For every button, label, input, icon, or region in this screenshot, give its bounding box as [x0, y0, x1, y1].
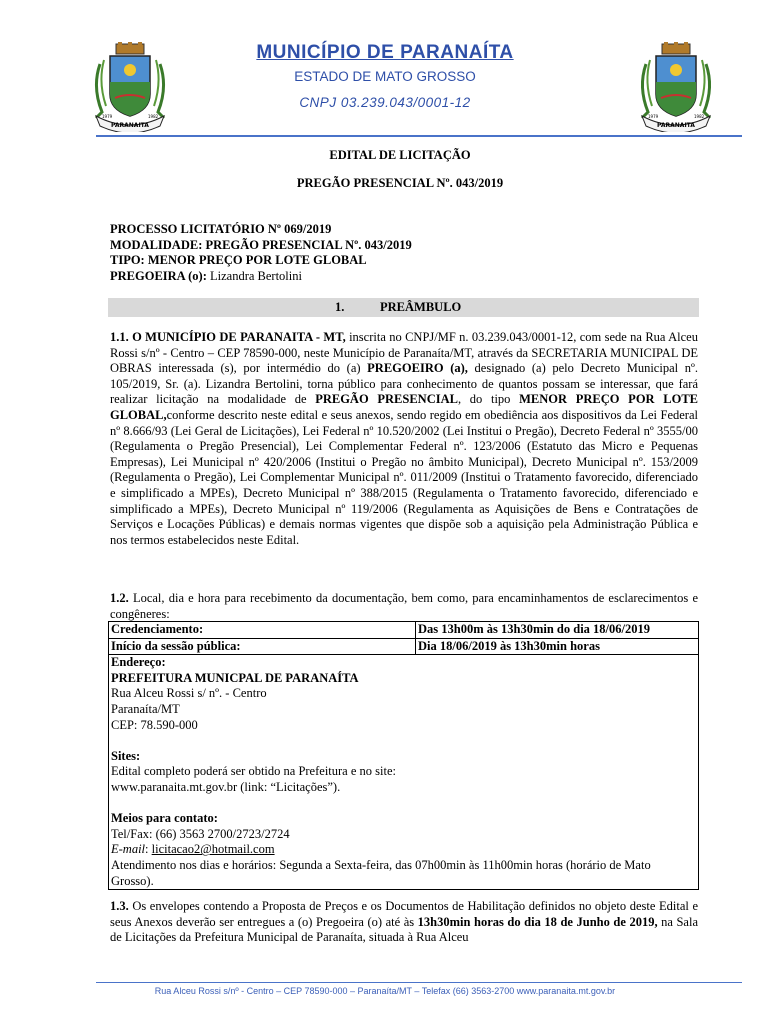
sites-label: Sites: [111, 748, 141, 763]
section-title: PREÂMBULO [380, 300, 462, 314]
crest-ribbon-text: PARANAITA [657, 122, 695, 129]
tipo-line: TIPO: MENOR PREÇO POR LOTE GLOBAL [110, 253, 367, 267]
address-cep: CEP: 78.590-000 [111, 717, 198, 732]
paragraph-1-1 [110, 330, 698, 548]
table-cell: Das 13h00m às 13h30min do dia 18/06/2019 [416, 622, 699, 639]
paragraph-text: Local, dia e hora para recebimento da documentação, bem como, para encaminhamentos de esclarecimentos e congêneres: [110, 591, 698, 621]
sites-line: Edital completo poderá ser obtido na Prefeitura e no site: [111, 764, 396, 779]
address-street: Rua Alceu Rossi s/ nº. - Centro [111, 686, 267, 701]
table-row [109, 655, 699, 890]
section-number: 1. [335, 300, 345, 314]
processo-line: PROCESSO LICITATÓRIO Nº 069/2019 [110, 222, 332, 236]
paragraph-bold: PREGOEIRO (a), [367, 361, 468, 376]
footer-divider [96, 982, 742, 983]
email-label: E-mail [111, 842, 146, 857]
paragraph-text: , do tipo [457, 392, 520, 407]
paragraph-bold: 13h30min horas do dia 18 de Junho de 2019, [417, 914, 658, 929]
paragraph-text: Os envelopes contendo a Proposta de Preços e os Documentos de Habilitação definidos no objeto deste Edital e seus Anexos deverão ser entregues a (o) Pregoeira (o) até às [110, 899, 698, 929]
edital-title: EDITAL DE LICITAÇÃO [329, 148, 471, 162]
header-divider [96, 135, 742, 137]
pregao-title: PREGÃO PRESENCIAL Nº. 043/2019 [296, 176, 504, 190]
table-cell: Credenciamento: [109, 622, 416, 639]
paragraph-bold: MENOR PREÇO POR LOTE GLOBAL, [110, 392, 698, 422]
paragraph-text: inscrita no CNPJ/MF n. 03.239.043/0001-12, com sede na Rua Alceu Rossi s/nº - Centro – CEP 78590-000, neste Município de Paranaíta/MT, através da SECRETARIA MUNICIPAL DE OBRAS interessada (s), por intermédio do (a) [110, 330, 698, 376]
email-separator: : [145, 842, 152, 857]
paragraph-lead: 1.1. O MUNICÍPIO DE PARANAITA - MT, [110, 330, 346, 344]
address-city: Paranaíta/MT [111, 701, 180, 716]
sites-url[interactable]: www.paranaita.mt.gov.br (link: “Licitações”). [111, 779, 341, 794]
crest-year-right: 1982 [694, 114, 705, 119]
paragraph-text: designado (a) pelo Decreto Municipal nº. 105/2019, Sr. (a). Lizandra Bertolini, torna público para conhecimento de quantos possam se interessar, que fará realizar licitação na modalidade de [110, 361, 698, 407]
contact-cell [109, 655, 699, 890]
paragraph-1-3 [110, 899, 698, 946]
table-cell: Início da sessão pública: [109, 638, 416, 655]
section-heading-preambulo [108, 298, 699, 317]
endereco-label: Endereço: [111, 655, 166, 670]
modalidade-line: MODALIDADE: PREGÃO PRESENCIAL Nº. 043/2019 [110, 237, 412, 252]
paragraph-text: na Sala de Licitações da Prefeitura Municipal de Paranaíta, situada à Rua Alceu [110, 914, 698, 945]
business-hours: Atendimento nos dias e horários: Segunda a Sexta-feira, das 07h00min às 11h00min horas (horário de Mato Grosso). [111, 857, 651, 888]
cnpj-number: CNPJ 03.239.043/0001-12 [299, 95, 471, 110]
schedule-table [108, 621, 699, 890]
process-info [110, 222, 412, 284]
pregoeira-label: PREGOEIRA (o): [110, 268, 207, 283]
paragraph-bold: PREGÃO PRESENCIAL [315, 392, 458, 407]
crest-year-left: 1979 [102, 114, 113, 119]
table-row [109, 638, 699, 655]
telephone: Tel/Fax: (66) 3563 2700/2723/2724 [111, 826, 290, 841]
state-name: ESTADO DE MATO GROSSO [294, 69, 476, 84]
page-footer: Rua Alceu Rossi s/nº - Centro – CEP 78590-000 – Paranaíta/MT – Telefax (66) 3563-2700 www.paranaita.mt.gov.br [154, 986, 616, 996]
table-row [109, 622, 699, 639]
crest-ribbon-text: PARANAITA [111, 122, 149, 129]
crest-year-right: 1982 [148, 114, 159, 119]
paragraph-lead: 1.3. [110, 899, 129, 913]
crest-year-left: 1979 [648, 114, 659, 119]
paragraph-text: conforme descrito neste edital e seus anexos, sendo regido em obediência aos dispositivos da Lei Federal nº 8.666/93 (Lei Geral de Licitações), Lei Federal nº 10.520/2002 (Lei Institui o Pregão), Decreto Federal nº 3555/00 (Regulamenta o Pregão Presencial), Lei Complementar Federal nº. 123/2006 (Estatuto das Micro e Pequenas Empresas), Lei Municipal nº 420/2006 (Institui o Pregão no âmbito Municipal), Decreto Municipal nº. 153/2009 (Regulamenta o Pregão), Lei Complementar Municipal nº. 011/2009 (Institui o Tratamento favorecido, diferenciado e simplificado a MPEs), Decreto Municipal nº 388/2015 (Regulamenta o Tratamento favorecido, diferenciado e simplificado a MPEs), Decreto Municipal nº 119/2006 (Regulamenta as Aquisições de Bens e Contratações de Serviços e Locações Públicas) e demais normas vigentes que dispõe sob a aquisição pela Administração Pública e nos termos estabelecidos neste Edital. [110, 407, 698, 547]
table-cell: Dia 18/06/2019 às 13h30min horas [416, 638, 699, 655]
paragraph-1-2 [110, 591, 698, 622]
prefeitura-name: PREFEITURA MUNICPAL DE PARANAÍTA [111, 670, 359, 685]
email-link[interactable]: licitacao2@hotmail.com [151, 842, 275, 857]
paragraph-lead: 1.2. [110, 591, 129, 605]
meios-label: Meios para contato: [111, 811, 218, 826]
municipality-title: MUNICÍPIO DE PARANAÍTA [256, 42, 514, 63]
pregoeira-name: Lizandra Bertolini [206, 268, 302, 283]
